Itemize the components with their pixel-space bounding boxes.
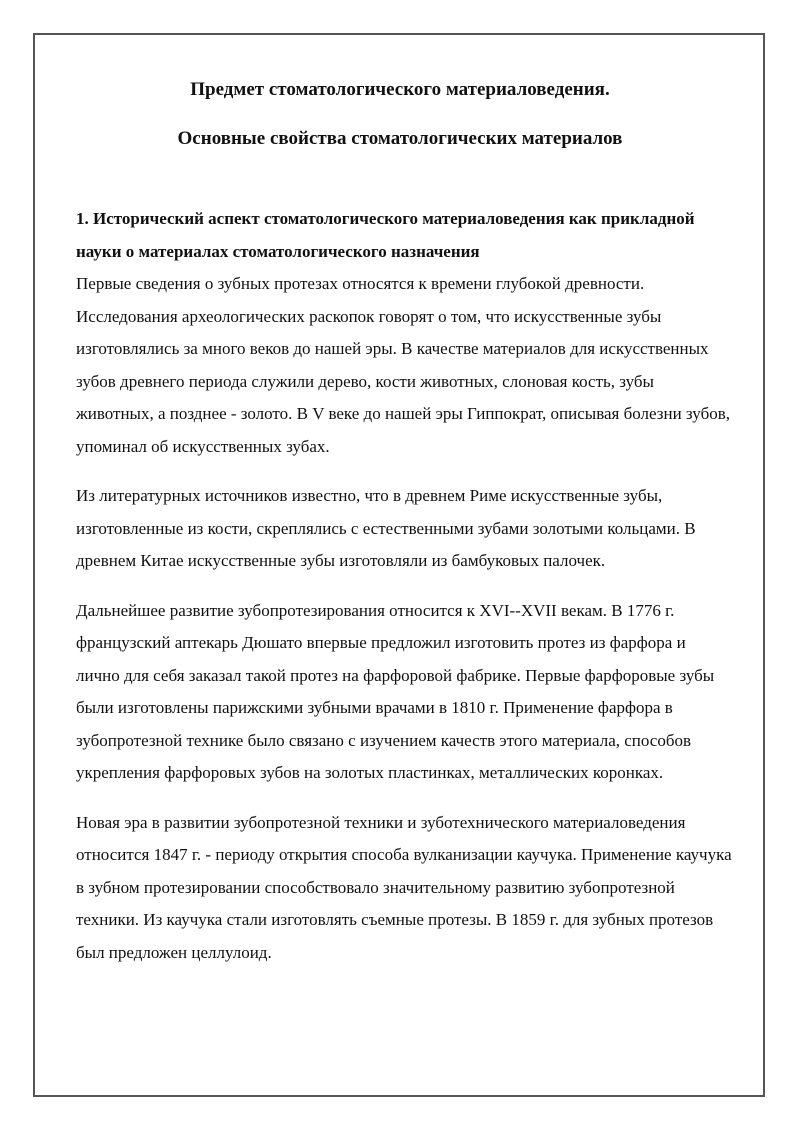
paragraph: Дальнейшее развитие зубопротезирования относится к XVI--XVII векам. В 1776 г. французский аптекарь Дюшато впервые предложил изготовить протез из фарфора и лично для себя заказал такой протез на фарфоровой фабрике. Первые фарфоровые зубы были изготовлены парижскими зубными врачами в 1810 г. Применение фарфора в зубопротезной технике было связано с изучением качеств этого материала, способов укрепления фарфоровых зубов на золотых пластинках, металлических коронках.: [76, 600, 715, 782]
paragraph: Из литературных источников известно, что в древнем Риме искусственные зубы, изготовленные из кости, скреплялись с естественными зубами золотыми кольцами. В древнем Китае искусственные зубы изготовляли из бамбуковых палочек.: [76, 486, 696, 570]
document-title: Предмет стоматологического материаловедения.: [190, 79, 610, 100]
paragraph: Первые сведения о зубных протезах относятся к времени глубокой древности. Исследования археологических раскопок говорят о том, что искусственные зубы изготовлялись за много веков до нашей эры. В качестве материалов для искусственных зубов древнего периода служили дерево, кости животных, слоновая кость, зубы животных, а позднее - золото. В V веке до нашей эры Гиппократ, описывая болезни зубов, упоминал об искусственных зубах.: [76, 274, 730, 456]
document-body: [76, 203, 732, 986]
section-heading: 1. Исторический аспект стоматологического материаловедения как прикладной науки о материалах стоматологического назначения: [76, 209, 695, 261]
document-subtitle: Основные свойства стоматологических материалов: [177, 128, 623, 149]
paragraph: Новая эра в развитии зубопротезной техники и зуботехнического материаловедения относится 1847 г. - периоду открытия способа вулканизации каучука. Применение каучука в зубном протезировании способствовало значительному развитию зубопротезной техники. Из каучука стали изготовлять съемные протезы. В 1859 г. для зубных протезов был предложен целлулоид.: [76, 812, 732, 962]
